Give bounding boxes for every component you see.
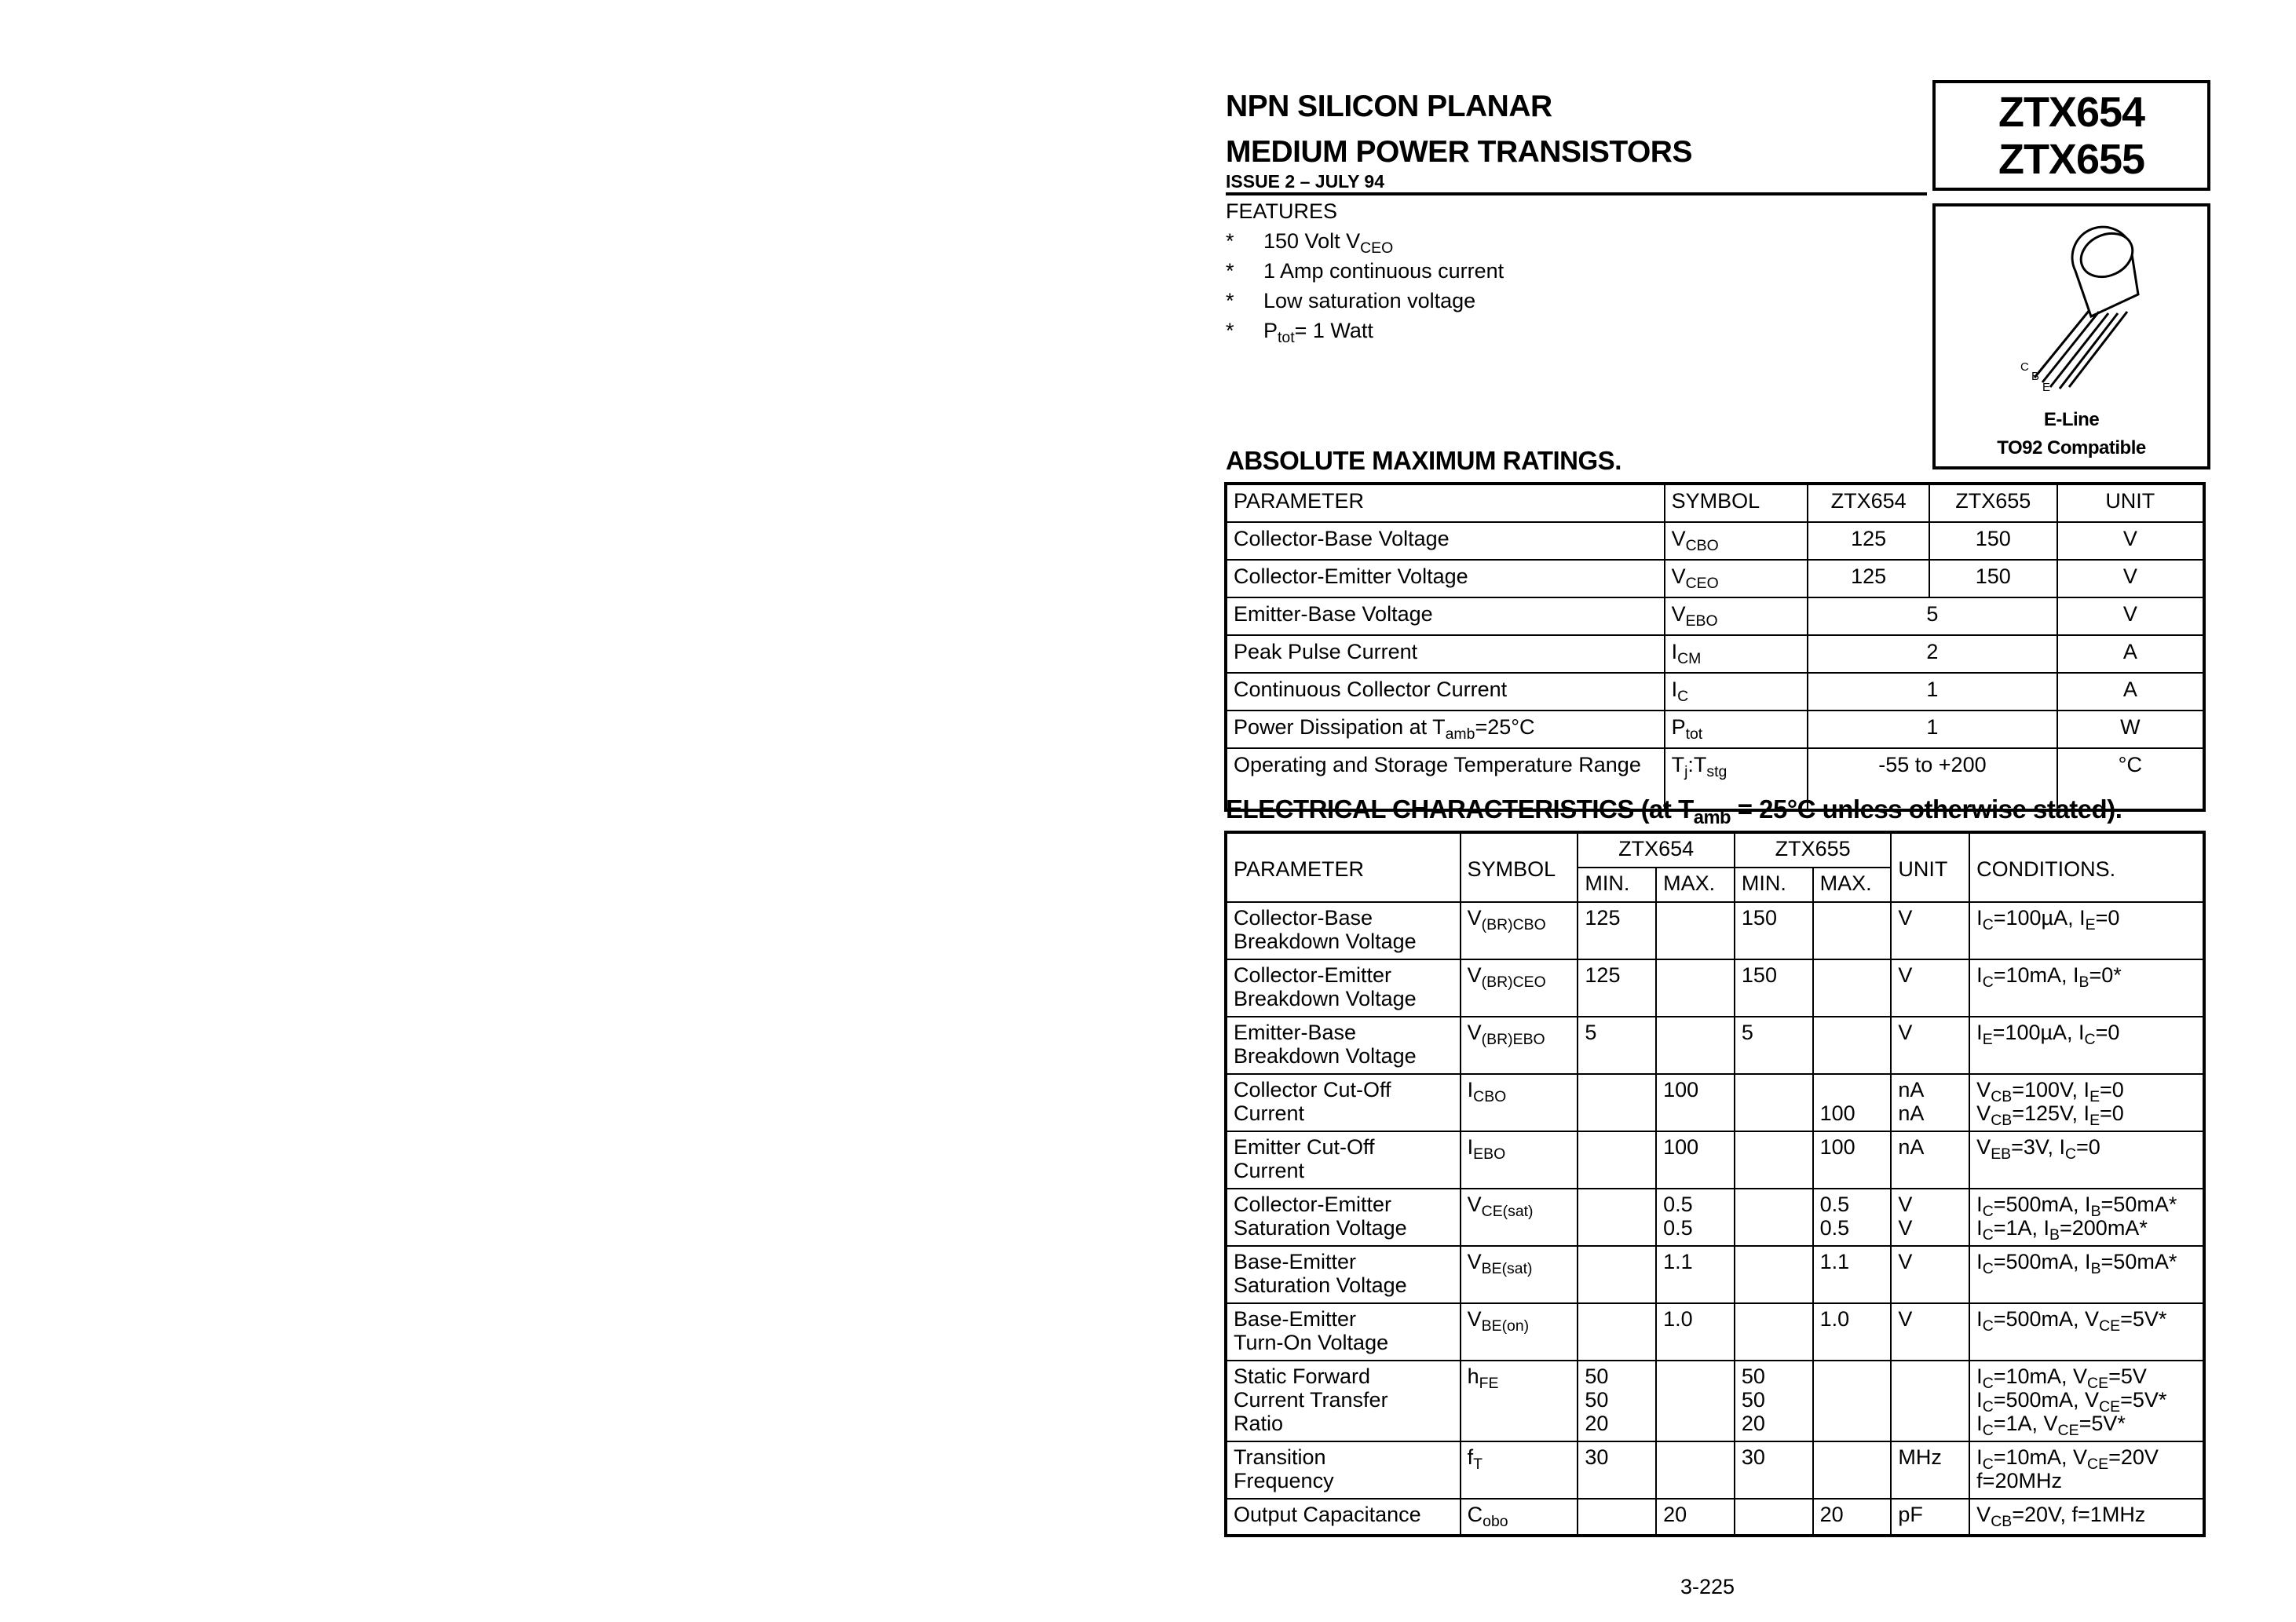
elec-char-heading: ELECTRICAL CHARACTERISTICS (at $T_{amb} = 25^\circ C$ unless otherwise stated).: [1226, 795, 2122, 829]
table-row: Collector-Emitter Voltage $V_{CEO}$ 125 150 V: [1226, 560, 2204, 597]
to92-package-icon: [1936, 206, 2207, 403]
table-header-row: MIN. MAX. MIN. MAX.: [1226, 868, 2204, 902]
pin-e-label: E: [2042, 381, 2051, 394]
table-row: Emitter-Base Voltage $V_{EBO}$ 5 V: [1226, 597, 2204, 635]
features-heading: FEATURES: [1226, 199, 1338, 223]
header-rule: [1226, 192, 1927, 195]
part-number-box: [1932, 80, 2210, 191]
table-row: Emitter Cut-Off Current $I_{EBO}$ 100 100 nA $V_{EB}=3V$, $I_C=0$: [1226, 1131, 2204, 1189]
table-header-row: PARAMETER SYMBOL ZTX654 ZTX655 UNIT CONDITIONS.: [1226, 832, 2204, 868]
package-box: [1932, 203, 2210, 469]
datasheet-page: NPN SILICON PLANAR MEDIUM POWER TRANSISTORS ISSUE 2 – JULY 94 ZTX654 ZTX655 C B E E-Line TO92 Compatible FEATURES * 150 Volt $V_{CEO}$ * 1 Amp continuous current * Low saturation voltage * $P_{tot}= 1$ Watt ABSOLUTE MAXIMUM RATINGS. PARAMETER SYMBOL ZTX654 ZTX655 UNIT Collector-Base Voltage $V_{CBO}$ 125 150 V Collector-Emitter Voltage $V_{CEO}$ 125 150 V Emitter-Base Voltage $V_{EBO}$ 5 V Peak Pulse Current $I_{CM}$ 2 A Continuous Collector Current $I_C$ 1 A Power Dissipation at $T_{amb}=25^\circ C$ $P_{tot}$ 1 W Operating and Storage Temperature Range $T_j:T_{stg}$ -55 to +200 °C ELECTRICAL CHARACTERISTICS (at $T_{amb} = 25^\circ C$ unless otherwise stated). PARAMETER SYMBOL ZTX654 ZTX655 UNIT CONDITIONS. MIN. MAX. MIN. MAX. Collector-Base Breakdown Voltage $V_{(BR)CBO}$ 125 150 V $I_C=100\mu A$, $I_E=0$ Collector-Emitter Breakdown Voltage $V_{(BR)CEO}$ 125 150 V $I_C=10mA$, $I_B=0*$ Emitter-Base Breakdown Voltage $V_{(BR)EBO}$ 5 5 V $I_E=100\mu A$, $I_C=0$ Collector Cut-Off Current $I_{CBO}$ 100 100 nA nA $V_{CB}=100V$, $I_E=0$ $V_{CB}=125V$, $I_E=0$ Emitter Cut-Off Current $I_{EBO}$ 100 100 nA $V_{EB}=3V$, $I_C=0$ Collector-Emitter Saturation Voltage $V_{CE(sat)}$ 0.5 0.5 0.5 0.5 V V $I_C=500mA$, $I_B=50mA*$ $I_C=1A$, $I_B=200mA*$ Base-Emitter Saturation Voltage $V_{BE(sat)}$ 1.1 1.1 V $I_C=500mA$, $I_B=50mA*$ Base-Emitter Turn-On Voltage $V_{BE(on)}$ 1.0 1.0 V $I_C=500mA$, $V_{CE}=5V*$ Static Forward Current Transfer Ratio $h_{FE}$ 50 50 20 50 50 20 $I_C=10mA$, $V_{CE}=5V$ $I_C=500mA$, $V_{CE}=5V*$ $I_C=1A$, $V_{CE}=5V*$ Transition Frequency $f_T$ 30 30 MHz $I_C=10mA$, $V_{CE}=20V$ f=20MHz Output Capacitance $C_{obo}$ 20 20 pF $V_{CB}=20V$, f=1MHz 3-225: [0, 0, 2296, 1622]
table-row: Base-Emitter Turn-On Voltage $V_{BE(on)}$ 1.0 1.0 V $I_C=500mA$, $V_{CE}=5V*$: [1226, 1303, 2204, 1361]
issue-date: ISSUE 2 – JULY 94: [1226, 171, 1385, 192]
abs-max-heading: ABSOLUTE MAXIMUM RATINGS.: [1226, 446, 1621, 475]
table-row: Transition Frequency $f_T$ 30 30 MHz $I_C=10mA$, $V_{CE}=20V$ f=20MHz: [1226, 1441, 2204, 1499]
table-header-row: PARAMETER SYMBOL ZTX654 ZTX655 UNIT: [1226, 484, 2204, 522]
package-compat: TO92 Compatible: [1997, 437, 2146, 458]
title-line-2: MEDIUM POWER TRANSISTORS: [1226, 135, 1692, 169]
abs-max-table: [1224, 482, 2206, 812]
table-row: Collector-Base Breakdown Voltage $V_{(BR)CBO}$ 125 150 V $I_C=100\mu A$, $I_E=0$: [1226, 902, 2204, 959]
table-row: Output Capacitance $C_{obo}$ 20 20 pF $V_{CB}=20V$, f=1MHz: [1226, 1499, 2204, 1536]
table-row: Continuous Collector Current $I_C$ 1 A: [1226, 673, 2204, 711]
part-number-2: ZTX655: [1998, 135, 2145, 183]
elec-char-table: [1224, 831, 2206, 1537]
table-row: Static Forward Current Transfer Ratio $h_{FE}$ 50 50 20 50 50 20 $I_C=10mA$, $V_{CE}=5V$ $I_C=500mA$, $V_{CE}=5V*$ $I_C=1A$, $V_{CE}=5V*$: [1226, 1361, 2204, 1441]
table-row: Power Dissipation at $T_{amb}=25^\circ C$ $P_{tot}$ 1 W: [1226, 711, 2204, 748]
part-number-1: ZTX654: [1998, 88, 2145, 136]
pin-c-label: C: [2020, 360, 2029, 374]
package-name: E-Line: [2043, 409, 2100, 430]
table-row: Base-Emitter Saturation Voltage $V_{BE(sat)}$ 1.1 1.1 V $I_C=500mA$, $I_B=50mA*$: [1226, 1246, 2204, 1303]
table-row: Operating and Storage Temperature Range $T_j:T_{stg}$ -55 to +200 °C: [1226, 748, 2204, 810]
table-row: Emitter-Base Breakdown Voltage $V_{(BR)EBO}$ 5 5 V $I_E=100\mu A$, $I_C=0$: [1226, 1017, 2204, 1074]
table-row: Peak Pulse Current $I_{CM}$ 2 A: [1226, 635, 2204, 673]
table-row: Collector-Emitter Saturation Voltage $V_{CE(sat)}$ 0.5 0.5 0.5 0.5 V V $I_C=500mA$, $I_B=50mA*$ $I_C=1A$, $I_B=200mA*$: [1226, 1189, 2204, 1246]
title-line-1: NPN SILICON PLANAR: [1226, 90, 1552, 123]
table-row: Collector-Emitter Breakdown Voltage $V_{(BR)CEO}$ 125 150 V $I_C=10mA$, $I_B=0*$: [1226, 959, 2204, 1017]
pin-b-label: B: [2031, 370, 2040, 383]
table-row: Collector Cut-Off Current $I_{CBO}$ 100 100 nA nA $V_{CB}=100V$, $I_E=0$ $V_{CB}=125V$, $I_E=0$: [1226, 1074, 2204, 1131]
page-number: 3-225: [1680, 1575, 1735, 1598]
table-row: Collector-Base Voltage $V_{CBO}$ 125 150 V: [1226, 522, 2204, 560]
